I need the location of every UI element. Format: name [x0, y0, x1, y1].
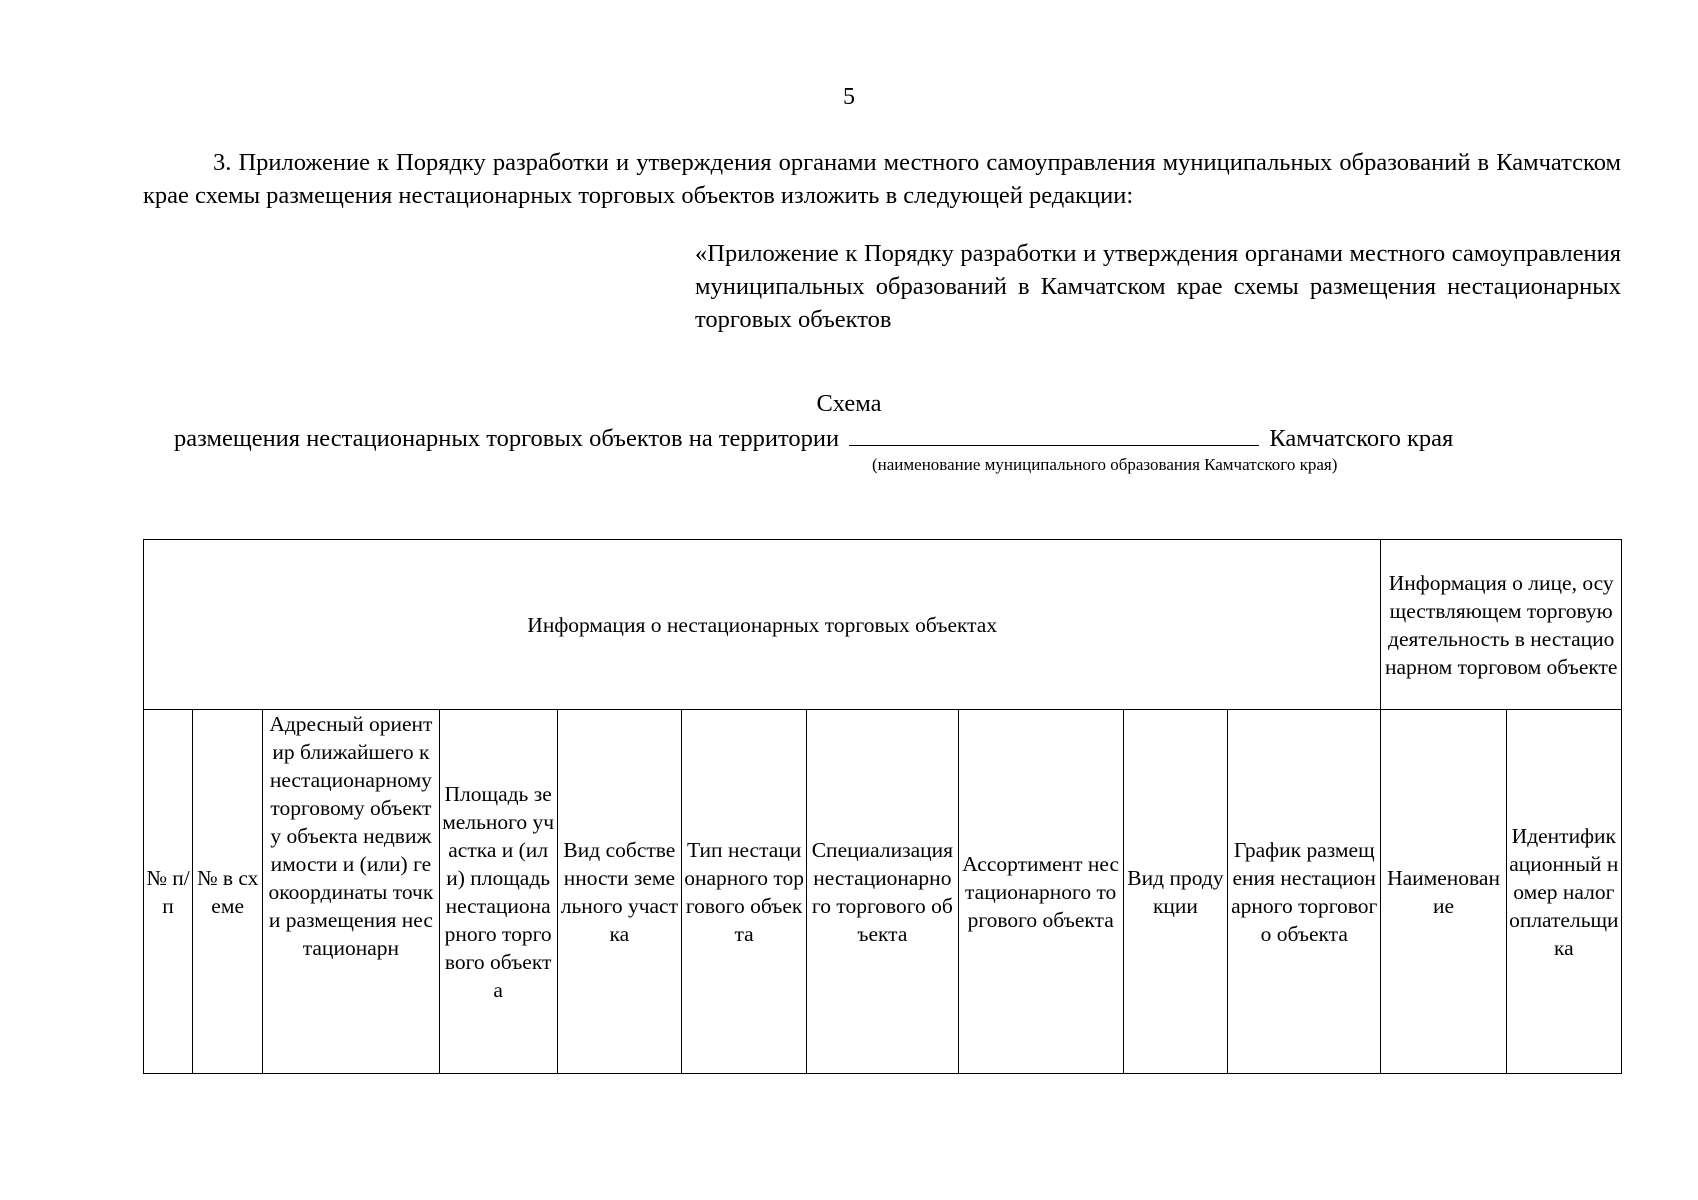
column-header-label: Наименование — [1387, 865, 1500, 918]
column-header-label: Ассортимент нестационарного торгового объекта — [962, 851, 1120, 932]
page-number: 5 — [843, 84, 855, 110]
schema-table — [143, 539, 1622, 1074]
column-header-label: Площадь земельного участка и (или) площадь нестационарного торгового объекта — [442, 781, 555, 1002]
amendment-paragraph: 3. Приложение к Порядку разработки и утверждения органами местного самоуправления муниципальных образований в Камчатском крае схемы размещения нестационарных торговых объектов изложить в следующей редакции: — [143, 149, 1621, 209]
schema-subtitle-after: Камчатского края — [1269, 425, 1454, 452]
column-header-label: № п/п — [146, 865, 190, 918]
schema-subtitle-before: размещения нестационарных торговых объектов на территории — [174, 425, 840, 452]
column-header-scheme-number — [193, 710, 263, 1074]
table-group-header-row — [144, 540, 1622, 710]
table-column-header-row — [144, 710, 1622, 1074]
column-header-label: Тип нестационарного торгового объекта — [684, 837, 805, 946]
group-header-person: Информация о лице, осуществляющем торговую деятельность в нестационарном торговом объекте — [1381, 540, 1622, 710]
column-header-label: Адресный ориентир ближайшего к нестационарному торговому объекту объекта недвижимости и (или) геокоординаты точки размещения нестационарн — [268, 712, 434, 960]
column-header-label: График размещения нестационарного торгового объекта — [1231, 837, 1378, 946]
column-header-schedule — [1228, 710, 1381, 1074]
column-header-label: Специализация нестационарного торгового объекта — [811, 837, 954, 946]
column-header-object-type — [682, 710, 807, 1074]
schema-note: (наименование муниципального образования Камчатского края) — [872, 455, 1338, 474]
column-header-label: № в схеме — [196, 865, 259, 918]
column-header-ownership — [557, 710, 681, 1074]
column-header-assortment — [958, 710, 1123, 1074]
column-header-product-type — [1123, 710, 1227, 1074]
column-header-number — [144, 710, 193, 1074]
column-header-inn — [1506, 710, 1621, 1074]
column-header-address — [263, 710, 439, 1074]
column-header-specialization — [807, 710, 958, 1074]
appendix-heading: «Приложение к Порядку разработки и утверждения органами местного самоуправления муниципальных образований в Камчатском крае схемы размещения нестационарных торговых объектов — [695, 240, 1621, 333]
column-header-label: Идентификационный номер налогоплательщика — [1509, 823, 1619, 960]
schema-subtitle — [174, 421, 1453, 454]
group-header-objects: Информация о нестационарных торговых объектах — [144, 540, 1381, 710]
column-header-area — [439, 710, 557, 1074]
schema-title: Схема — [816, 390, 882, 417]
column-header-label: Вид продукции — [1127, 865, 1224, 918]
column-header-name — [1381, 710, 1506, 1074]
municipality-blank-line — [849, 421, 1259, 446]
column-header-label: Вид собственности земельного участка — [560, 837, 678, 946]
